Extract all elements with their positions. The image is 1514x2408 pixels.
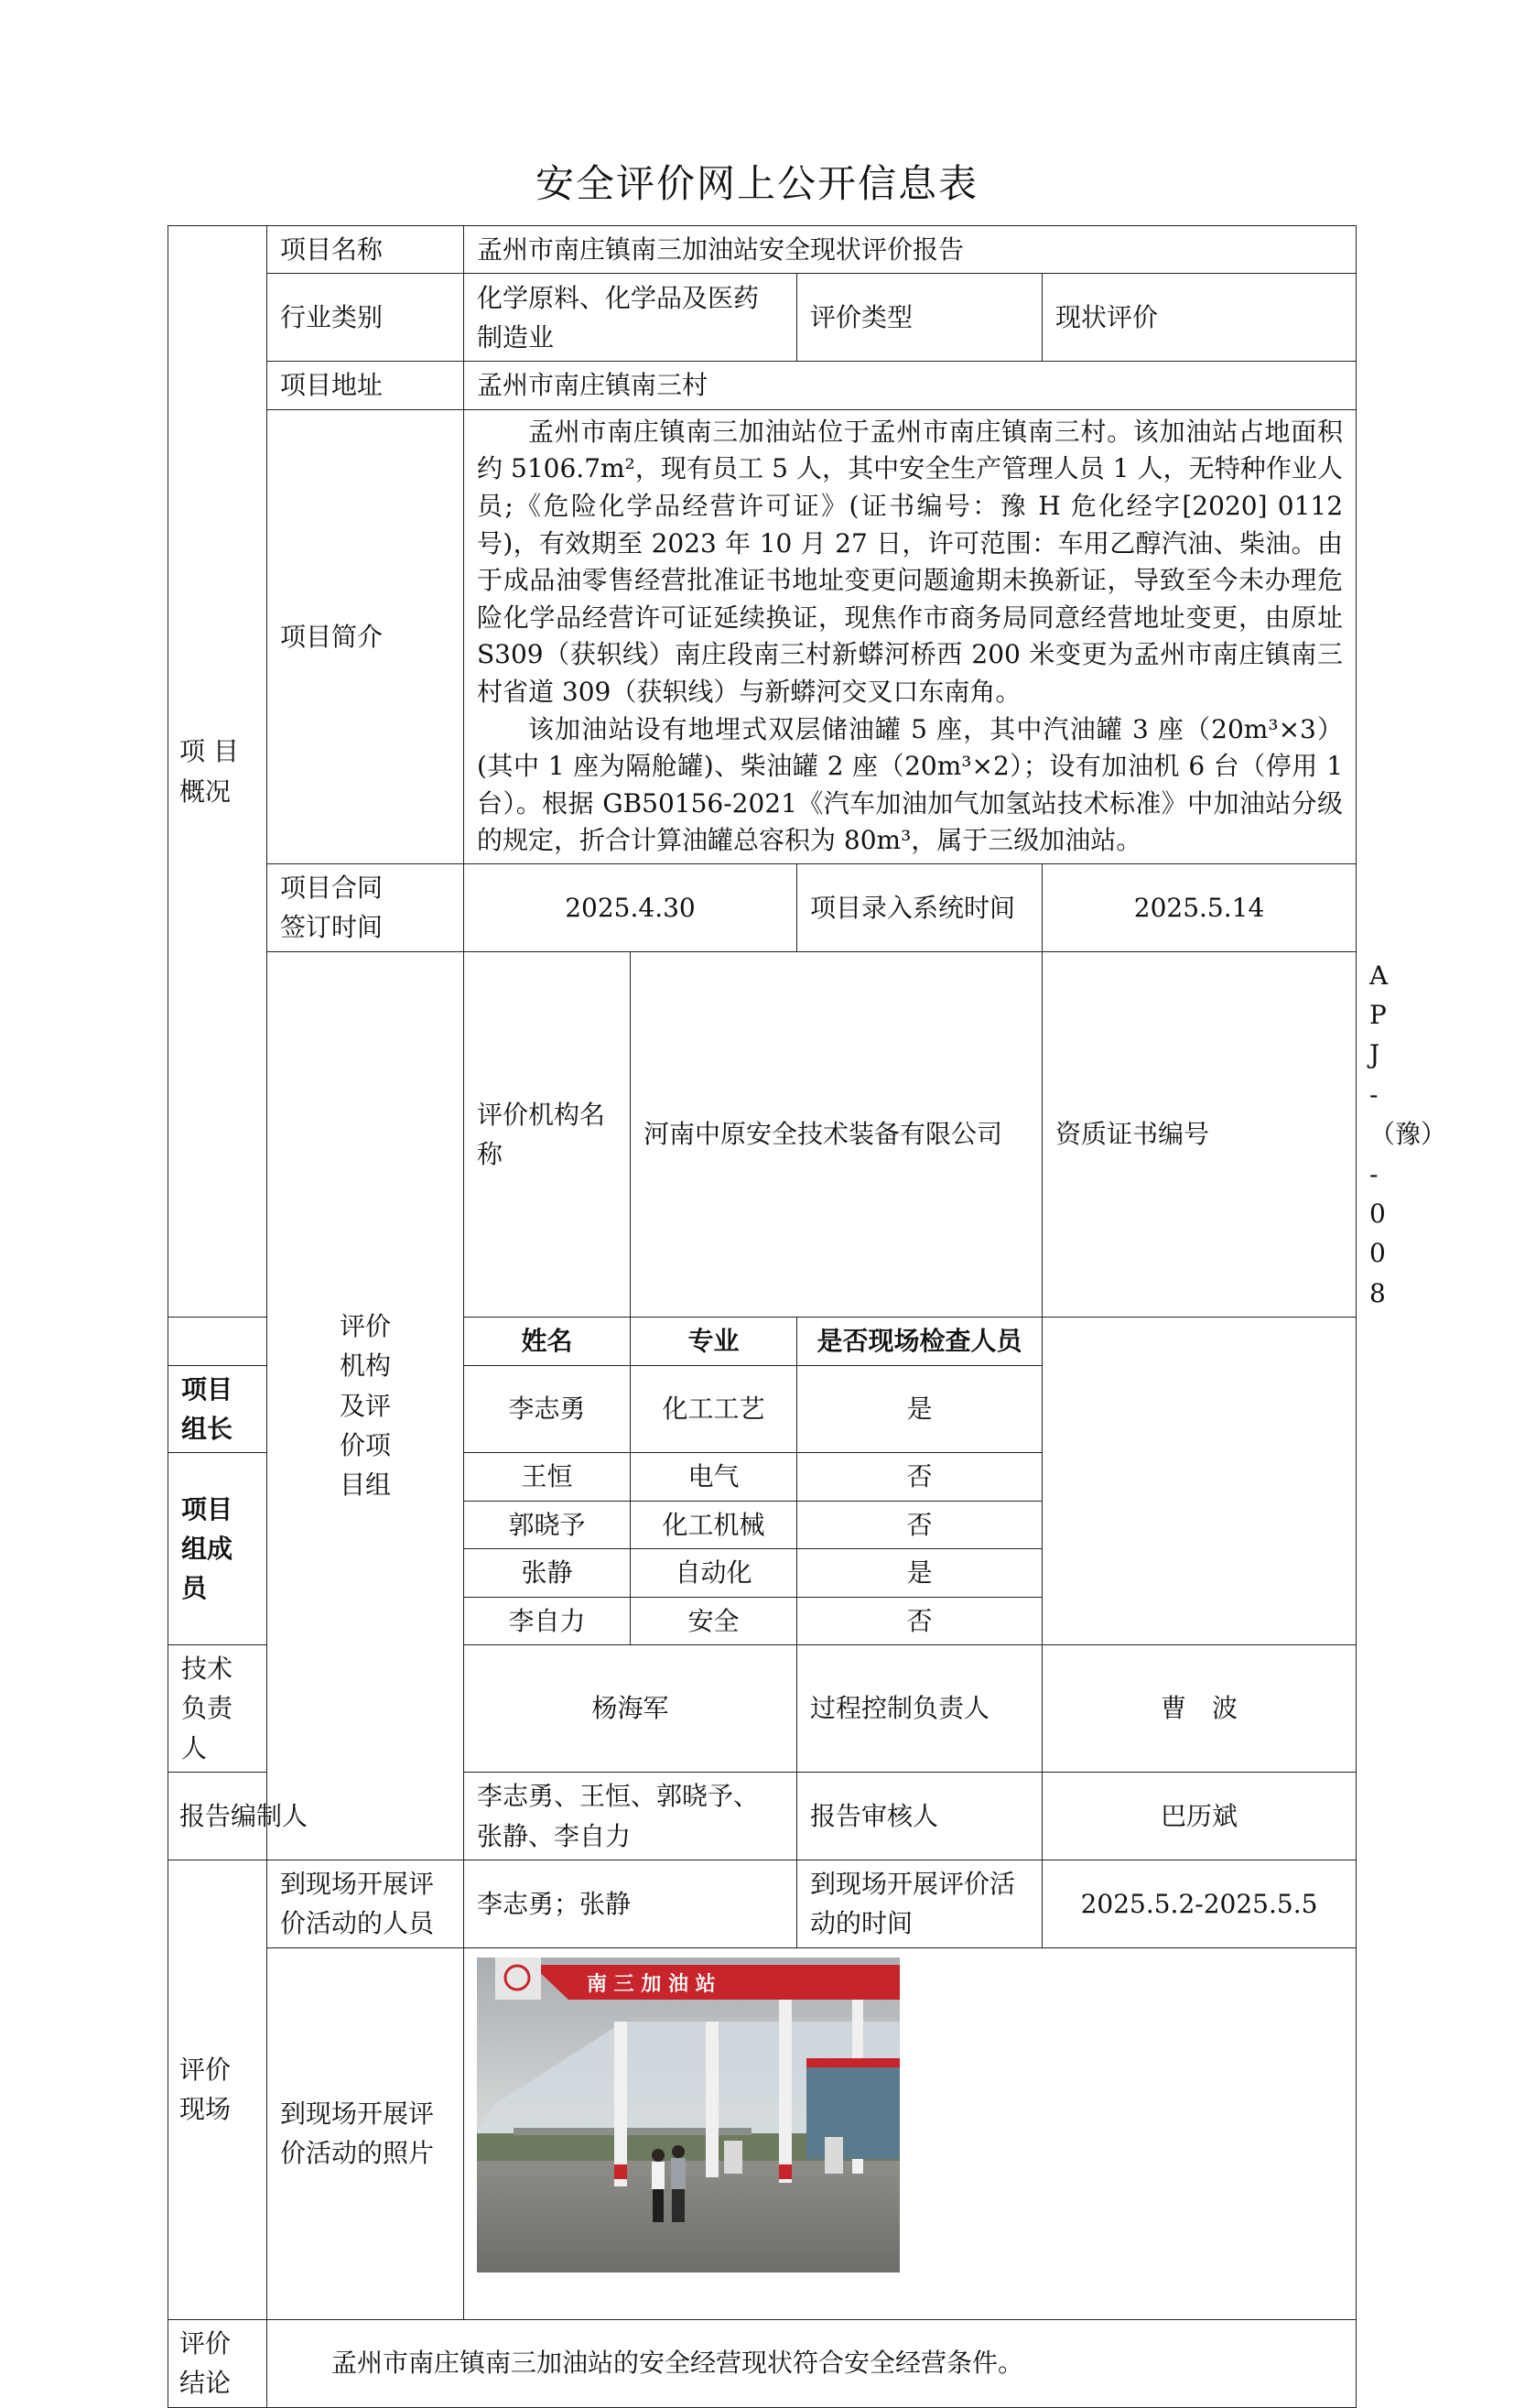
entry-label: 项目录入系统时间 bbox=[797, 863, 1043, 951]
intro-paragraph-1: 孟州市南庄镇南三加油站位于孟州市南庄镇南三村。该加油站占地面积约 5106.7m²，现有员工 5 人，其中安全生产管理人员 1 人，无特种作业人员;《危险化学品经营许可证》(证书编号：豫 H 危化经字[2020] 0112 号)，有效期至 2023 年 10 月 27 日，许可范围：车用乙醇汽油、柴油。由于成品油零售经营批准证书地址变更问题逾期未换新证，导致至今未办理危险化学品经营许可证延续换证，现焦作市商务局同意经营地址变更，由原址 S309（获轵线）南庄段南三村新蟒河桥西 200 米变更为孟州市南庄镇南三村省道 309（获轵线）与新蟒河交叉口东南角。 bbox=[477, 416, 1344, 707]
report-author-label: 报告编制人 bbox=[168, 1773, 464, 1860]
report-reviewer-value: 巴历斌 bbox=[1043, 1773, 1357, 1860]
gas-station-photo bbox=[477, 1958, 900, 2272]
industry-label: 行业类别 bbox=[267, 274, 464, 362]
address-label: 项目地址 bbox=[267, 362, 464, 409]
site-photo-cell bbox=[464, 1947, 1357, 2319]
leader-label: 项目组长 bbox=[168, 1365, 267, 1453]
eval-type-value: 现状评价 bbox=[1043, 274, 1357, 362]
blank-cell bbox=[1043, 1318, 1357, 1645]
site-time-label: 到现场开展评价活动的时间 bbox=[797, 1860, 1043, 1947]
org-name-value: 河南中原安全技术装备有限公司 bbox=[631, 951, 1043, 1318]
org-name-label: 评价机构名称 bbox=[464, 951, 631, 1318]
tech-lead-value: 杨海军 bbox=[464, 1644, 797, 1772]
section-site: 评价 现场 bbox=[168, 1860, 267, 2319]
section-overview: 项 目 概况 bbox=[168, 226, 267, 1318]
team-name: 张静 bbox=[464, 1549, 631, 1597]
page-title: 安全评价网上公开信息表 bbox=[535, 161, 979, 206]
info-table: 项 目 概况 项目名称 孟州市南庄镇南三加油站安全现状评价报告 行业类别 化学原料、化学品及医药制造业 评价类型 现状评价 项目地址 孟州市南庄镇南三村 项目简介 孟州市南庄镇南三加油站位于孟州市南庄镇南三村。该加油站占地面积约 5106.7m²，现有员工 5 人，其中安全生产管理人员 1 人，无特种作业人员;《危险化学品经营许可证》(证书编号：豫 H 危化经字[2020] 0112 号)，有效期至 2023 年 10 月 27 日，许可范围：车用乙醇汽油、柴油。由于成品油零售经营批准证书地址变更问题逾期未换新证，导致至今未办理危险化学品经营许可证延续换证，现焦作市商务局同意经营地址变更，由原址 S309（获轵线）南庄段南三村新蟒河桥西 200 米变更为孟州市南庄镇南三村省道 309（获轵线）与新蟒河交叉口东南角。 该加油站设有地埋式双层储油罐 5 座，其中汽油罐 3 座（20m³×3）(其中 1 座为隔舱罐)、柴油罐 2 座（20m³×2）；设有加油机 6 台（停用 1 台）。根据 GB50156-2021《汽车加油加气加氢站技术标准》中加油站分级的规定，折合计算油罐总容积为 80m³，属于三级加油站。 项目合同 签订时间 2025.4.30 项目录入系统时间 2025.5.14 评价 机构 及评 价项 目组 评价机构名称 河南中原安全技术装备有限公司 资质证书编号 APJ-（豫）-008 姓名 专业 是否现场检查人员 项目组长 李志勇 化工工艺 是 项目组成员 王恒 电气 否 郭晓予 化工机械 否 张静 自动化 是 李自力 安全 否 技术负责人 杨海军 过程控制负责人 曹 波 报告编制人 李志勇、王恒、郭晓予、张静、李自力 报告审核人 巴历斌 评价 现场 到现场开展评价活动的人员 李志勇；张静 到现场开展评价活动的时间 2025.5.2-2025.5.5 到现场开展评价活动的照片 南 三 加 油 站 评价 结论 孟州市南庄镇南三加油站的安全经营现状符合安全经营条件。 bbox=[168, 225, 1357, 2408]
address-value: 孟州市南庄镇南三村 bbox=[464, 362, 1357, 409]
section-org: 评价 机构 及评 价项 目组 bbox=[267, 951, 464, 1860]
process-lead-label: 过程控制负责人 bbox=[797, 1644, 1043, 1772]
team-major: 电气 bbox=[631, 1453, 797, 1501]
team-onsite: 否 bbox=[797, 1597, 1043, 1644]
intro-paragraph-2: 该加油站设有地埋式双层储油罐 5 座，其中汽油罐 3 座（20m³×3）(其中 1 座为隔舱罐)、柴油罐 2 座（20m³×2）；设有加油机 6 台（停用 1 台）。根据 GB50156-2021《汽车加油加气加氢站技术标准》中加油站分级的规定，折合计算油罐总容积为 80m³，属于三级加油站。 bbox=[477, 713, 1344, 856]
intro-text bbox=[464, 409, 1357, 863]
report-reviewer-label: 报告审核人 bbox=[797, 1773, 1043, 1860]
team-onsite: 否 bbox=[797, 1453, 1043, 1501]
process-lead-value: 曹 波 bbox=[1043, 1644, 1357, 1772]
site-time-value: 2025.5.2-2025.5.5 bbox=[1043, 1860, 1357, 1947]
contract-label: 项目合同 签订时间 bbox=[267, 863, 464, 951]
team-onsite: 是 bbox=[797, 1365, 1043, 1453]
section-conclusion: 评价 结论 bbox=[168, 2319, 267, 2407]
team-major: 安全 bbox=[631, 1597, 797, 1644]
intro-label: 项目简介 bbox=[267, 409, 464, 863]
team-name: 李自力 bbox=[464, 1597, 631, 1644]
contract-value: 2025.4.30 bbox=[464, 863, 797, 951]
conclusion-text: 孟州市南庄镇南三加油站的安全经营现状符合安全经营条件。 bbox=[267, 2319, 1357, 2407]
team-name: 郭晓予 bbox=[464, 1501, 631, 1548]
team-major: 化工机械 bbox=[631, 1501, 797, 1548]
industry-value: 化学原料、化学品及医药制造业 bbox=[464, 274, 797, 362]
project-name-label: 项目名称 bbox=[267, 226, 464, 274]
members-label: 项目组成员 bbox=[168, 1453, 267, 1645]
project-name-value: 孟州市南庄镇南三加油站安全现状评价报告 bbox=[464, 226, 1357, 274]
report-author-value: 李志勇、王恒、郭晓予、张静、李自力 bbox=[464, 1773, 797, 1860]
team-onsite: 是 bbox=[797, 1549, 1043, 1597]
col-header-onsite: 是否现场检查人员 bbox=[797, 1318, 1043, 1365]
site-people-value: 李志勇；张静 bbox=[464, 1860, 797, 1947]
canopy-sign-text: 南 三 加 油 站 bbox=[587, 1972, 716, 1996]
col-header-name: 姓名 bbox=[464, 1318, 631, 1365]
site-photo-label: 到现场开展评价活动的照片 bbox=[267, 1947, 464, 2319]
team-major: 化工工艺 bbox=[631, 1365, 797, 1453]
team-name: 王恒 bbox=[464, 1453, 631, 1501]
team-major: 自动化 bbox=[631, 1549, 797, 1597]
site-people-label: 到现场开展评价活动的人员 bbox=[267, 1860, 464, 1947]
cert-label: 资质证书编号 bbox=[1043, 951, 1357, 1318]
eval-type-label: 评价类型 bbox=[797, 274, 1043, 362]
team-name: 李志勇 bbox=[464, 1365, 631, 1453]
col-header-major: 专业 bbox=[631, 1318, 797, 1365]
entry-value: 2025.5.14 bbox=[1043, 863, 1357, 951]
team-onsite: 否 bbox=[797, 1501, 1043, 1548]
tech-lead-label: 技术负责人 bbox=[168, 1644, 267, 1772]
